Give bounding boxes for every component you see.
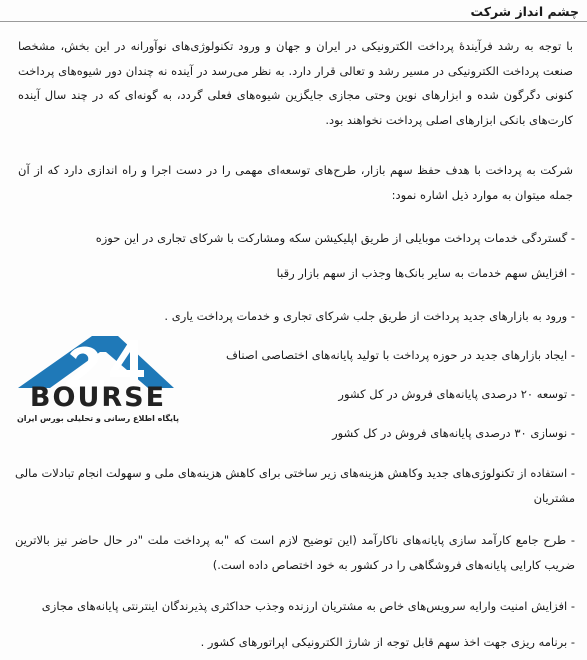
list-item: - طرح جامع کارآمد سازی پایانه‌های ناکارآمد (این توضیح لازم است که "به پرداخت ملت "در حال حاضر نیز بالاترین ضریب کارایی پایانه‌های فروشگاهی را در کشور به خود اختصاص داده است.) bbox=[15, 533, 575, 572]
list-item: - گسترد‌گی خدمات پرداخت موبایلی از طریق اپلیکیشن سکه ومشارکت با شرکای تجاری در این حوزه bbox=[95, 231, 575, 245]
bourse24-logo bbox=[14, 332, 182, 428]
list-item: - استفاده از تکنولوژی‌های جدید وکاهش هزینه‌های زیر ساختی برای کاهش هزینه‌های ملی و سهولت انجام تبادلات مالی مشتریان bbox=[15, 466, 575, 505]
logo-wordmark: BOURSE bbox=[29, 382, 167, 413]
list-item: - افزایش سهم خدمات به سایر بانک‌ها وجذب از سهم بازار رقبا bbox=[276, 266, 575, 280]
list-item: - برنامه ریزی جهت اخذ سهم قابل توجه از شارژ الکترونیکی اپراتورهای کشور . bbox=[200, 635, 575, 649]
list-item: - افزایش امنیت وارایه سرویس‌های خاص به مشتریان ارزنده وجذب حداکثری پذیرندگان اینترنتی پایانه‌های مجازی bbox=[41, 599, 575, 613]
list-item: - نوسازی ۳۰ درصدی پایانه‌های فروش در کل کشور bbox=[332, 426, 575, 440]
list-item: - ورود به بازارهای جدید پرداخت از طریق جلب شرکای تجاری و خدمات پرداخت یاری . bbox=[164, 309, 575, 323]
list-item: - توسعه ۲۰ درصدی پایانه‌های فروش در کل کشور bbox=[338, 387, 575, 401]
list-item: - ایجاد بازارهای جدید در حوزه پرداخت با تولید پایانه‌های اختصاصی اصناف bbox=[226, 348, 575, 362]
plans-intro-paragraph: شرکت به پرداخت با هدف حفظ سهم بازار، طرح‌های توسعه‌ای مهمی را در دست اجرا و راه اندازی دارد که از آن جمله میتوان به موارد ذیل اشاره نمود: bbox=[18, 163, 573, 202]
vision-paragraph: با توجه به رشد فرآیندۀ پرداخت الکترونیکی در ایران و جهان و ورود تکنولوژی‌های نوآورانه در این بخش، مشخصا صنعت پرداخت الکترونیکی در مسیر رشد و تعالی قرار دارد. به نظر می‌رسد در آینده نه چندان دور شیوه‌های پرداخت کنونی دگرگون شده و ابزارهای نوین وحتی مجازی جایگزین شیوه‌های فعلی گردد، به گونه‌ای که در چند سال آینده کارت‌های بانکی ابزارهای اصلی پرداخت نخواهند بود. bbox=[18, 39, 573, 127]
heading-rule bbox=[0, 21, 587, 22]
logo-tagline: پایگاه اطلاع رسانی و تحلیلی بورس ایران bbox=[16, 414, 180, 423]
section-heading: چشم انداز شرکت bbox=[470, 4, 579, 19]
